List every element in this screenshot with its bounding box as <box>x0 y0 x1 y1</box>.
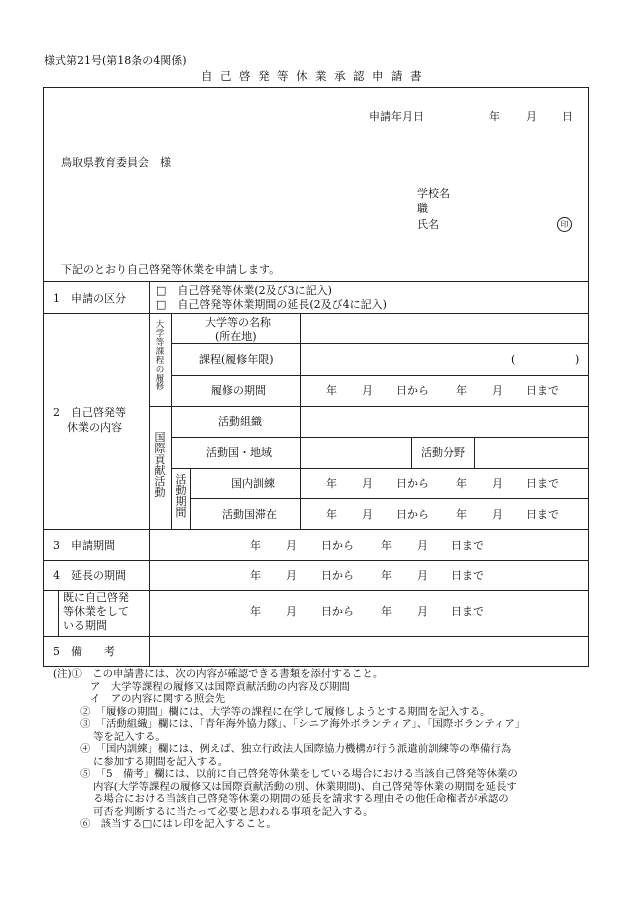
university-course-group-label: 大 学 等 課 程 の 履 修 <box>155 320 165 393</box>
form-title: 自己啓発等休業承認申請書 <box>201 69 429 83</box>
note-line: に参加する期間を記入する。 <box>93 755 229 768</box>
past-leave-label-cont: いる期間 <box>63 619 107 632</box>
period-year: 年 <box>250 605 261 618</box>
period-month: 月 <box>286 605 297 618</box>
note-line: イ アの内容に関する照会先 <box>90 693 226 705</box>
note-line: ⑥ 該当する□にはレ印を記入すること。 <box>80 818 277 830</box>
position-label: 職 <box>417 202 428 215</box>
past-leave-label-cont: 等休業をして <box>63 605 129 618</box>
seal-mark: 印 <box>557 217 572 232</box>
section1-option-extension: □ 自己啓発等休業期間の延長(2及び4に記入) <box>156 298 387 311</box>
note-line: ③ 「活動組織」欄には、「青年海外協力隊」、「シニア海外ボランティア」、「国際ボランティア」 <box>80 718 526 730</box>
period-month: 月 <box>417 605 428 618</box>
period-year: 年 <box>326 384 337 397</box>
period-year: 年 <box>456 508 467 521</box>
course-label: 課程(履修年限) <box>199 353 274 366</box>
period-year: 年 <box>250 569 261 582</box>
period-from: 日から <box>396 477 429 490</box>
period-to: 日まで <box>451 569 484 582</box>
study-period-label: 履修の期間 <box>211 384 266 397</box>
note-line: 可否を判断するに当たって必要と思われる事項を記入する。 <box>93 805 374 818</box>
domestic-training-label: 国内訓練 <box>231 477 275 490</box>
divider <box>149 406 588 407</box>
period-from: 日から <box>321 605 354 618</box>
period-month: 月 <box>362 508 373 521</box>
period-from: 日から <box>321 539 354 552</box>
note-line: ア 大学等課程の履修又は国際貢献活動の内容及び期間 <box>90 680 350 693</box>
note-line: る場合における当該自己啓発等休業の期間の延長を請求する理由その他任命権者が承認の <box>93 793 509 805</box>
note-line: (注)① この申請書には、次の内容が確認できる書類を添付すること。 <box>53 668 384 680</box>
divider <box>44 529 588 530</box>
section5-label: 5 備 考 <box>53 645 115 658</box>
activity-country-label: 活動国・地域 <box>206 446 272 459</box>
application-form-table <box>43 87 589 667</box>
section2-label: 2 自己啓発等 <box>53 406 126 419</box>
course-paren-close: ) <box>575 353 580 366</box>
overseas-stay-label: 活動国滞在 <box>222 508 277 521</box>
divider <box>411 437 412 468</box>
section4-label: 4 延長の期間 <box>53 569 126 582</box>
period-to: 日まで <box>526 384 559 397</box>
period-from: 日から <box>396 384 429 397</box>
activity-organization-label: 活動組織 <box>218 415 262 428</box>
divider <box>190 468 191 529</box>
period-year: 年 <box>381 569 392 582</box>
intro-text: 下記のとおり自己啓発等休業を申請します。 <box>61 263 281 276</box>
divider <box>44 313 588 314</box>
period-to: 日まで <box>526 508 559 521</box>
period-to: 日まで <box>451 539 484 552</box>
form-number: 様式第21号(第18条の4関係) <box>44 54 187 67</box>
past-leave-label: 既に自己啓発 <box>63 591 129 604</box>
note-line: ④ 「国内訓練」欄には、例えば、独立行政法人国際協力機構が行う派遣前訓練等の準備行為 <box>80 743 512 755</box>
period-from: 日から <box>396 508 429 521</box>
divider <box>44 636 588 637</box>
period-month: 月 <box>492 508 503 521</box>
period-month: 月 <box>492 384 503 397</box>
period-month: 月 <box>417 539 428 552</box>
applicant-name-label: 氏名 <box>417 218 439 231</box>
period-to: 日まで <box>526 477 559 490</box>
university-location-label: (所在地) <box>215 330 257 343</box>
period-year: 年 <box>456 384 467 397</box>
note-line: ⑤ 「5 備考」欄には、以前に自己啓発等休業をしている場合における当該自己啓発等休業の <box>80 768 518 780</box>
section3-label: 3 申請期間 <box>53 539 115 552</box>
divider <box>171 468 588 469</box>
period-year: 年 <box>381 605 392 618</box>
divider <box>171 343 588 344</box>
note-line: 等を記入する。 <box>93 730 166 743</box>
course-paren-open: ( <box>511 353 516 366</box>
period-year: 年 <box>456 477 467 490</box>
date-year-label: 年 <box>489 110 500 123</box>
divider <box>58 590 59 636</box>
divider <box>300 313 301 406</box>
period-from: 日から <box>321 569 354 582</box>
activity-field-label: 活動分野 <box>421 446 465 459</box>
section1-option-leave: □ 自己啓発等休業(2及び3に記入) <box>156 284 332 297</box>
section2-label-cont: 休業の内容 <box>67 421 122 434</box>
period-year: 年 <box>250 539 261 552</box>
divider <box>474 437 475 468</box>
activity-period-group-label: 活 動 期 間 <box>175 473 187 519</box>
divider <box>44 560 588 561</box>
period-month: 月 <box>286 539 297 552</box>
section1-label: 1 申請の区分 <box>53 292 126 305</box>
period-to: 日まで <box>451 605 484 618</box>
date-label: 申請年月日 <box>369 110 424 123</box>
notes <box>53 668 526 831</box>
addressee: 鳥取県教育委員会 様 <box>61 156 171 169</box>
period-month: 月 <box>417 569 428 582</box>
divider <box>149 281 150 666</box>
divider <box>300 406 301 529</box>
university-name-label: 大学等の名称 <box>205 316 271 329</box>
school-name-label: 学校名 <box>417 187 450 200</box>
period-month: 月 <box>362 477 373 490</box>
note-line: ② 「履修の期間」欄には、大学等の課程に在学して履修しようとする期間を記入する。 <box>80 705 491 718</box>
divider <box>44 281 588 282</box>
period-year: 年 <box>326 477 337 490</box>
period-month: 月 <box>286 569 297 582</box>
period-month: 月 <box>492 477 503 490</box>
note-line: 内容(大学等課程の履修又は国際貢献活動の別、休業期間)、自己啓発等休業の期間を延長す <box>93 780 517 793</box>
date-month-label: 月 <box>526 110 537 123</box>
period-year: 年 <box>326 508 337 521</box>
divider <box>171 375 588 376</box>
divider <box>171 437 588 438</box>
intl-contribution-group-label: 国 際 貢 献 活 動 <box>154 431 166 499</box>
divider <box>171 313 172 529</box>
divider <box>190 498 588 499</box>
period-month: 月 <box>362 384 373 397</box>
period-year: 年 <box>381 539 392 552</box>
date-day-label: 日 <box>562 110 573 123</box>
